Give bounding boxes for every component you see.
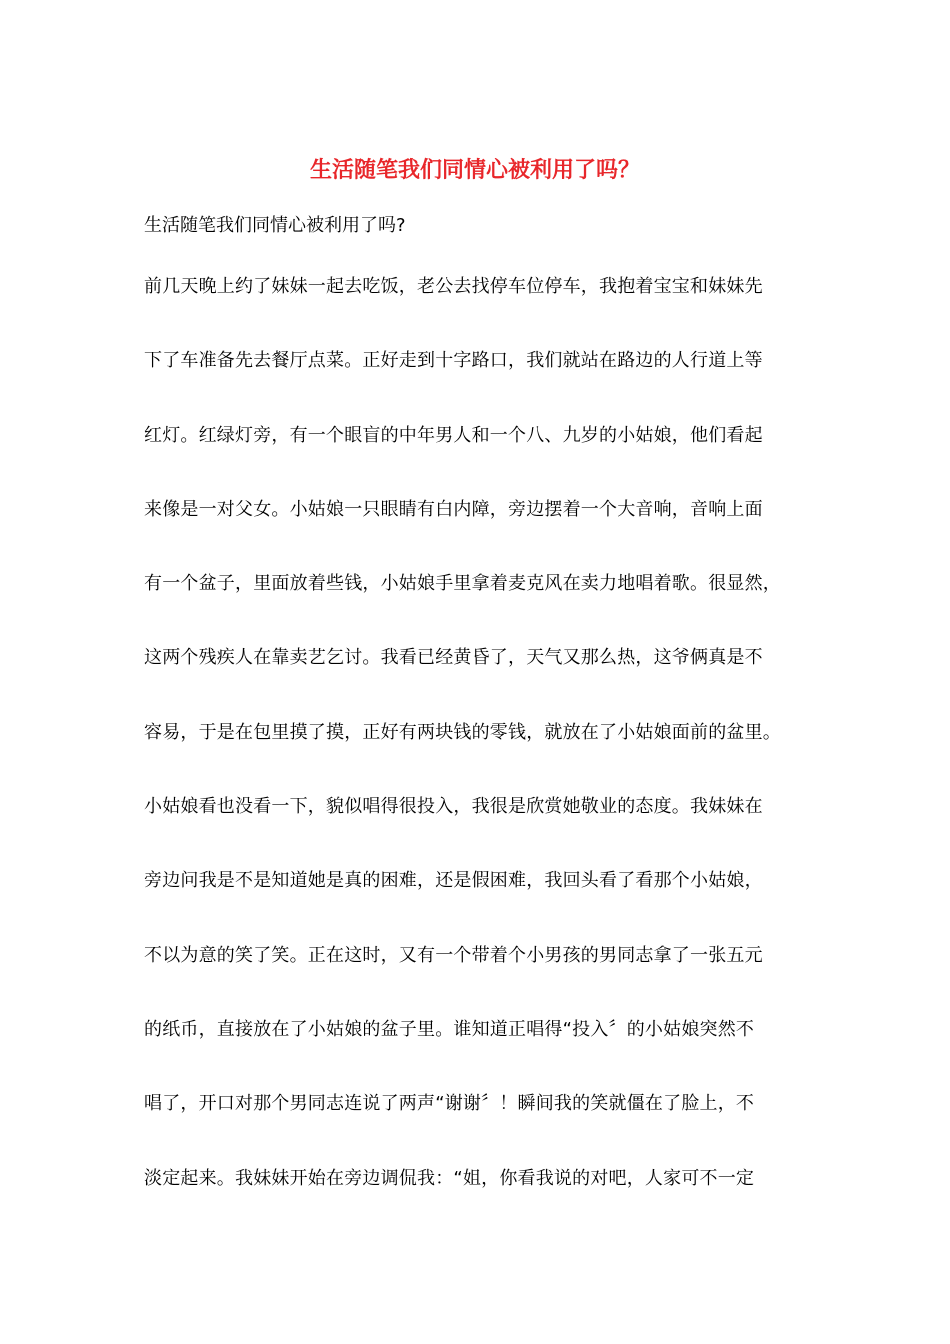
body-line: 容易，于是在包里摸了摸，正好有两块钱的零钱，就放在了小姑娘面前的盆里。 (144, 721, 781, 743)
body-line: 下了车准备先去餐厅点菜。正好走到十字路口，我们就站在路边的人行道上等 (144, 350, 763, 372)
document-body (144, 272, 824, 1238)
body-line: 旁边问我是不是知道她是真的困难，还是假困难，我回头看了看那个小姑娘， (144, 870, 763, 892)
document-subtitle: 生活随笔我们同情心被利用了吗? (144, 215, 406, 236)
body-line: 这两个残疾人在靠卖艺乞讨。我看已经黄昏了，天气又那么热，这爷俩真是不 (144, 647, 763, 669)
body-line: 淡定起来。我妹妹开始在旁边调侃我：“姐，你看我说的对吧，人家可不一定 (144, 1167, 755, 1189)
body-line: 有一个盆子，里面放着些钱，小姑娘手里拿着麦克风在卖力地唱着歌。很显然， (144, 573, 781, 595)
body-line: 红灯。红绿灯旁，有一个眼盲的中年男人和一个八、九岁的小姑娘，他们看起 (144, 424, 763, 446)
body-line: 不以为意的笑了笑。正在这时，又有一个带着个小男孩的男同志拿了一张五元 (144, 944, 763, 966)
body-line: 的纸币，直接放在了小姑娘的盆子里。谁知道正唱得“投入〞的小姑娘突然不 (144, 1018, 755, 1040)
body-line: 前几天晚上约了妹妹一起去吃饭，老公去找停车位停车，我抱着宝宝和妹妹先 (144, 276, 763, 297)
body-line: 唱了，开口对那个男同志连说了两声“谢谢〞！瞬间我的笑就僵在了脸上，不 (144, 1093, 755, 1115)
body-line: 来像是一对父女。小姑娘一只眼睛有白内障，旁边摆着一个大音响，音响上面 (144, 498, 763, 520)
document-title: 生活随笔我们同情心被利用了吗？ (309, 157, 640, 183)
body-line: 小姑娘看也没看一下，貌似唱得很投入，我很是欣赏她敬业的态度。我妹妹在 (144, 796, 763, 818)
